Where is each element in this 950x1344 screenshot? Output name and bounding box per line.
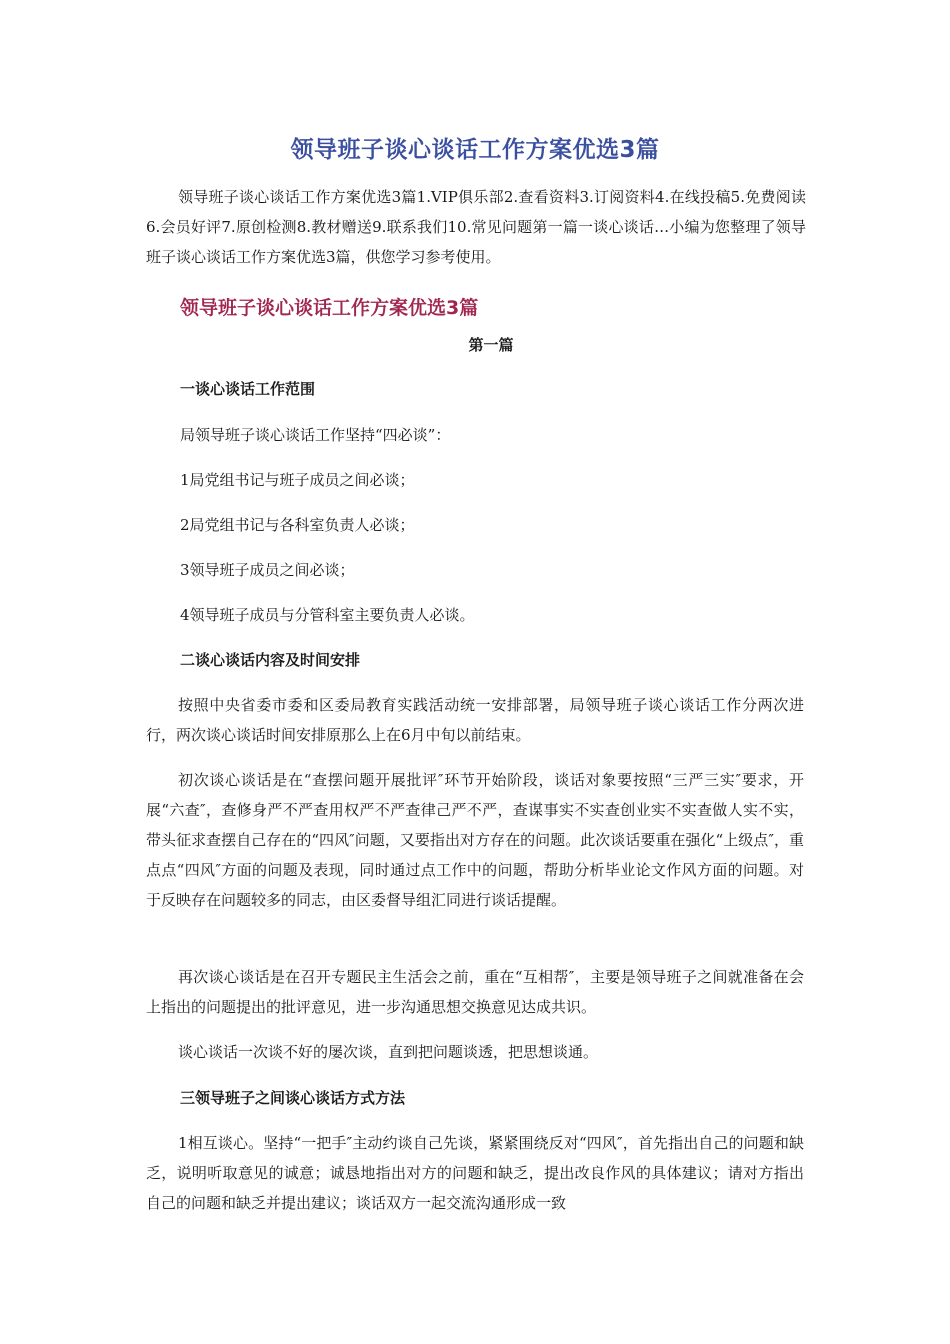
- document-title: 领导班子谈心谈话工作方案优选3篇: [290, 137, 660, 163]
- list-item: 4领导班子成员与分管科室主要负责人必谈。: [180, 606, 475, 624]
- list-item: 1局党组书记与班子成员之间必谈；: [180, 471, 415, 489]
- section1-lead: 局领导班子谈心谈话工作坚持“四必谈”：: [180, 426, 451, 444]
- body-paragraph: 初次谈心谈话是在“查摆问题开展批评″环节开始阶段，谈话对象要按照“三严三实″要求，开展“六查″，查修身严不严查用权严不严查律己严不严，查谋事实不实查创业实不实查做人实不实，带头征求查摆自己存在的“四风″问题，又要指出对方存在的问题。此次谈话要重在强化“上级点″，重点点“四风″方面的问题及表现，同时通过点工作中的问题，帮助分析毕业论文作风方面的问题。对于反映存在问题较多的同志，由区委督导组汇同进行谈话提醒。: [146, 771, 804, 909]
- section-heading-2: 二谈心谈话内容及时间安排: [180, 651, 361, 669]
- section-heading-3: 三领导班子之间谈心谈话方式方法: [180, 1089, 406, 1107]
- list-item: 2局党组书记与各科室负责人必谈；: [180, 516, 415, 534]
- document-subtitle: 领导班子谈心谈话工作方案优选3篇: [180, 297, 479, 319]
- list-item: 3领导班子成员之间必谈；: [180, 561, 355, 579]
- part-heading: 第一篇: [468, 336, 514, 354]
- intro-paragraph: 领导班子谈心谈话工作方案优选3篇1.VIP俱乐部2.查看资料3.订阅资料4.在线投稿5.免费阅读6.会员好评7.原创检测8.教材赠送9.联系我们10.常见问题第一篇一谈心谈话…小编为您整理了领导班子谈心谈话工作方案优选3篇，供您学习参考使用。: [146, 188, 806, 266]
- body-paragraph: 再次谈心谈话是在召开专题民主生活会之前，重在“互相帮″，主要是领导班子之间就准备在会上指出的问题提出的批评意见，进一步沟通思想交换意见达成共识。: [146, 968, 804, 1016]
- section-heading-1: 一谈心谈话工作范围: [180, 380, 316, 398]
- body-paragraph: 按照中央省委市委和区委局教育实践活动统一安排部署，局领导班子谈心谈话工作分两次进行，两次谈心谈话时间安排原那么上在6月中旬以前结束。: [146, 696, 804, 744]
- body-paragraph: 1相互谈心。坚持“一把手″主动约谈自己先谈，紧紧围绕反对“四风″，首先指出自己的问题和缺乏，说明听取意见的诚意；诚恳地指出对方的问题和缺乏，提出改良作风的具体建议；请对方指出自己的问题和缺乏并提出建议；谈话双方一起交流沟通形成一致: [146, 1134, 804, 1212]
- body-paragraph: 谈心谈话一次谈不好的屡次谈，直到把问题谈透，把思想谈通。: [178, 1043, 599, 1061]
